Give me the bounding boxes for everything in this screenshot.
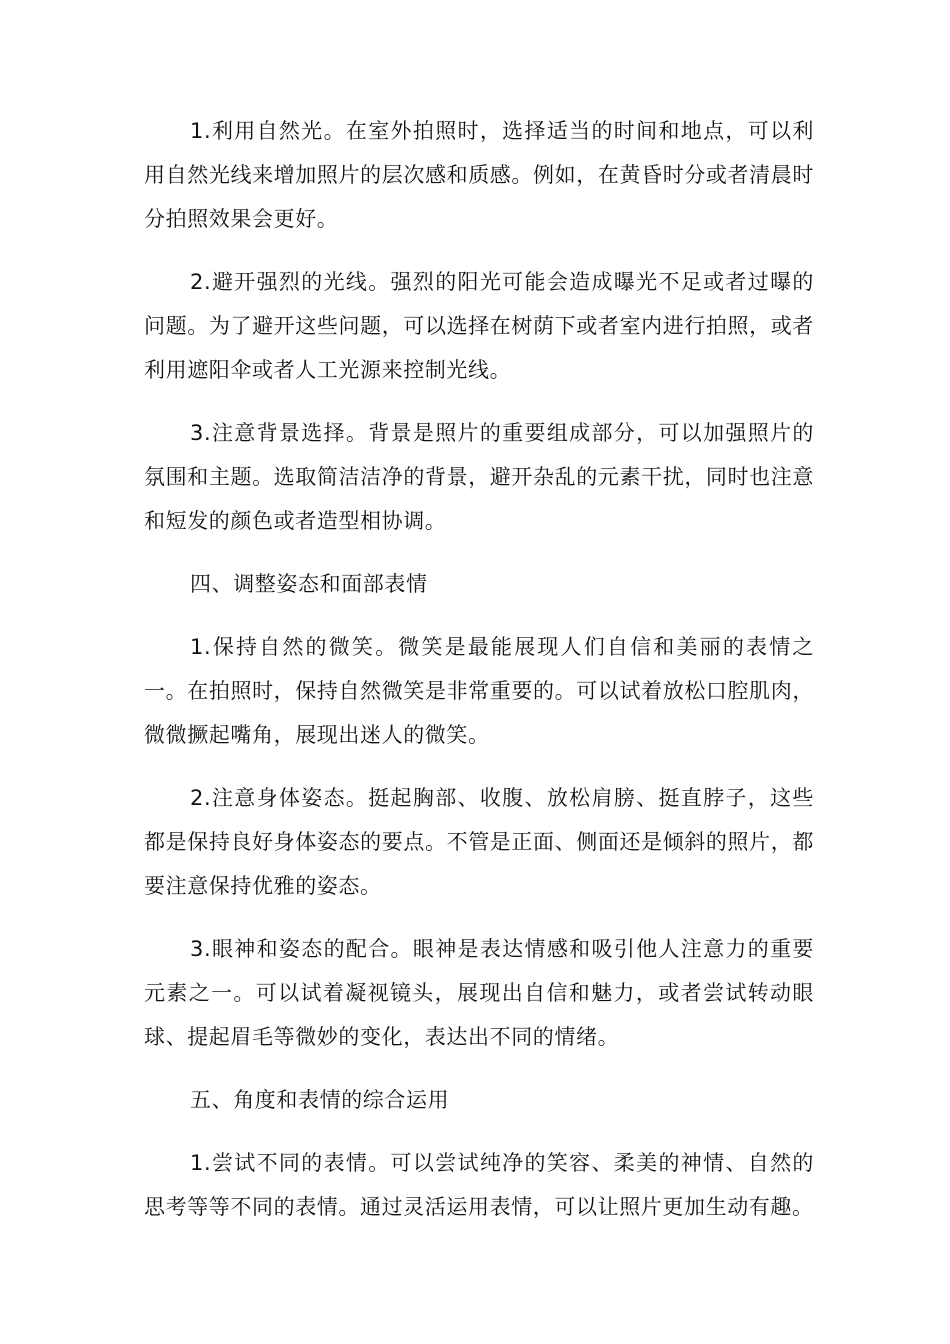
paragraph-avoid-strong-light: 2.避开强烈的光线。强烈的阳光可能会造成曝光不足或者过曝的问题。为了避开这些问题，可以选择在树荫下或者室内进行拍照，或者利用遮阳伞或者人工光源来控制光线。	[144, 270, 814, 382]
document-body	[144, 109, 814, 1248]
paragraph-eye-contact: 3.眼神和姿态的配合。眼神是表达情感和吸引他人注意力的重要元素之一。可以试着凝视镜头，展现出自信和魅力，或者尝试转动眼球、提起眉毛等微妙的变化，表达出不同的情绪。	[144, 937, 814, 1049]
paragraph-background-choice: 3.注意背景选择。背景是照片的重要组成部分，可以加强照片的氛围和主题。选取简洁洁净的背景，避开杂乱的元素干扰，同时也注意和短发的颜色或者造型相协调。	[144, 421, 814, 533]
section-heading-angle-expression: 五、角度和表情的综合运用	[190, 1088, 450, 1112]
paragraph-body-posture: 2.注意身体姿态。挺起胸部、收腹、放松肩膀、挺直脖子，这些都是保持良好身体姿态的要点。不管是正面、侧面还是倾斜的照片，都要注意保持优雅的姿态。	[144, 786, 814, 898]
paragraph-different-expressions: 1.尝试不同的表情。可以尝试纯净的笑容、柔美的神情、自然的思考等等不同的表情。通过灵活运用表情，可以让照片更加生动有趣。	[144, 1151, 814, 1219]
section-heading-posture-expression: 四、调整姿态和面部表情	[190, 572, 428, 596]
paragraph-natural-smile: 1.保持自然的微笑。微笑是最能展现人们自信和美丽的表情之一。在拍照时，保持自然微笑是非常重要的。可以试着放松口腔肌肉，微微撅起嘴角，展现出迷人的微笑。	[144, 635, 814, 747]
paragraph-natural-light: 1.利用自然光。在室外拍照时，选择适当的时间和地点，可以利用自然光线来增加照片的层次感和质感。例如，在黄昏时分或者清晨时分拍照效果会更好。	[144, 119, 814, 231]
